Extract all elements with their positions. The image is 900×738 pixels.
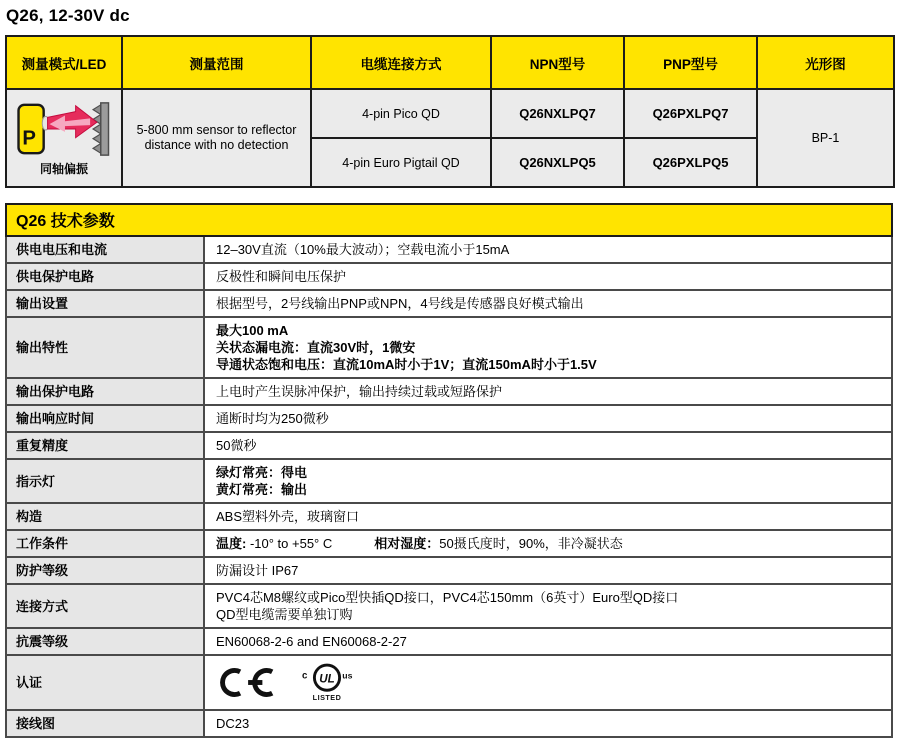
spec-value: 反极性和瞬间电压保护 bbox=[204, 263, 892, 290]
spec-label: 输出保护电路 bbox=[6, 378, 204, 405]
tech-spec-section bbox=[5, 203, 893, 738]
spec-value: 50微秒 bbox=[204, 432, 892, 459]
spec-label: 输出响应时间 bbox=[6, 405, 204, 432]
page-title: Q26, 12-30V dc bbox=[6, 6, 130, 25]
header-cable-connection: 电缆连接方式 bbox=[311, 36, 491, 89]
spec-label: 连接方式 bbox=[6, 584, 204, 628]
table-row bbox=[6, 503, 892, 530]
spec-value: PVC4芯M8螺纹或Pico型快插QD接口，PVC4芯150mm（6英寸）Euro型QD接口 QD型电缆需要单独订购 bbox=[204, 584, 892, 628]
table-row bbox=[6, 317, 892, 378]
spec-label: 认证 bbox=[6, 655, 204, 710]
spec-label: 抗震等级 bbox=[6, 628, 204, 655]
npn-model-cell: Q26NXLPQ7 bbox=[491, 89, 624, 138]
spec-label: 接线图 bbox=[6, 710, 204, 737]
spec-value: 绿灯常亮：得电 黄灯常亮：输出 bbox=[204, 459, 892, 503]
table-row bbox=[6, 263, 892, 290]
table-row bbox=[6, 290, 892, 317]
pnp-model-cell: Q26PXLPQ5 bbox=[624, 138, 757, 187]
range-text: 5-800 mm sensor to reflector distance with no detection bbox=[136, 123, 297, 152]
spec-label: 指示灯 bbox=[6, 459, 204, 503]
table-row bbox=[6, 557, 892, 584]
table-row bbox=[6, 655, 892, 710]
spec-value: 温度: -10° to +55° C 相对湿度：50摄氏度时，90%，非冷凝状态 bbox=[204, 530, 892, 557]
reflector-bar bbox=[101, 103, 109, 155]
svg-text:LISTED: LISTED bbox=[312, 692, 342, 702]
spec-value: 12–30V直流（10%最大波动）；空载电流小于15mA bbox=[204, 236, 892, 263]
coaxial-polarized-retroreflective-icon bbox=[14, 99, 114, 159]
spec-label: 防护等级 bbox=[6, 557, 204, 584]
spec-label: 构造 bbox=[6, 503, 204, 530]
table-row bbox=[6, 89, 894, 138]
npn-model-cell: Q26NXLPQ5 bbox=[491, 138, 624, 187]
spec-value: EN60068-2-6 and EN60068-2-27 bbox=[204, 628, 892, 655]
spec-label: 供电保护电路 bbox=[6, 263, 204, 290]
range-cell bbox=[122, 89, 311, 187]
spec-value: 上电时产生误脉冲保护，输出持续过载或短路保护 bbox=[204, 378, 892, 405]
header-measure-range: 测量范围 bbox=[122, 36, 311, 89]
svg-text:us: us bbox=[342, 670, 353, 681]
spec-value: 最大100 mA 关状态漏电流：直流30V时，1微安 导通状态饱和电压：直流10mA时小于1V；直流150mA时小于1.5V bbox=[204, 317, 892, 378]
spec-value: 根据型号，2号线输出PNP或NPN，4号线是传感器良好模式输出 bbox=[204, 290, 892, 317]
header-npn-model: NPN型号 bbox=[491, 36, 624, 89]
header-beam-pattern: 光形图 bbox=[757, 36, 894, 89]
table-row bbox=[6, 584, 892, 628]
mode-caption: 同轴偏振 bbox=[39, 162, 88, 176]
spec-value: 通断时均为250微秒 bbox=[204, 405, 892, 432]
selection-header-row bbox=[6, 36, 894, 89]
tech-spec-table bbox=[5, 203, 893, 738]
cable-cell: 4-pin Euro Pigtail QD bbox=[311, 138, 491, 187]
ce-mark-icon bbox=[216, 667, 282, 698]
table-row bbox=[6, 459, 892, 503]
header-pnp-model: PNP型号 bbox=[624, 36, 757, 89]
cable-cell: 4-pin Pico QD bbox=[311, 89, 491, 138]
reflector-zigzag bbox=[93, 105, 101, 153]
spec-label: 供电电压和电流 bbox=[6, 236, 204, 263]
spec-value: DC23 bbox=[204, 710, 892, 737]
table-row bbox=[6, 405, 892, 432]
svg-text:c: c bbox=[302, 670, 308, 682]
table-row bbox=[6, 530, 892, 557]
measure-mode-cell bbox=[6, 89, 122, 187]
spec-label: 输出特性 bbox=[6, 317, 204, 378]
c-ul-us-listed-icon bbox=[296, 662, 358, 703]
spec-label: 输出设置 bbox=[6, 290, 204, 317]
header-measure-mode: 测量模式/LED bbox=[6, 36, 122, 89]
spec-value: ABS塑料外壳，玻璃窗口 bbox=[204, 503, 892, 530]
svg-text:P: P bbox=[22, 127, 36, 150]
table-row bbox=[6, 628, 892, 655]
spec-label: 重复精度 bbox=[6, 432, 204, 459]
spec-value: 防漏设计 IP67 bbox=[204, 557, 892, 584]
spec-label: 工作条件 bbox=[6, 530, 204, 557]
selection-table bbox=[5, 35, 895, 188]
beam-pattern-cell: BP-1 bbox=[757, 89, 894, 187]
table-row bbox=[6, 432, 892, 459]
table-row bbox=[6, 236, 892, 263]
table-row bbox=[6, 710, 892, 737]
svg-text:UL: UL bbox=[319, 672, 335, 686]
table-row bbox=[6, 378, 892, 405]
pnp-model-cell: Q26PXLPQ7 bbox=[624, 89, 757, 138]
tech-section-title: Q26 技术参数 bbox=[6, 204, 892, 236]
certifications-cell bbox=[204, 655, 892, 710]
